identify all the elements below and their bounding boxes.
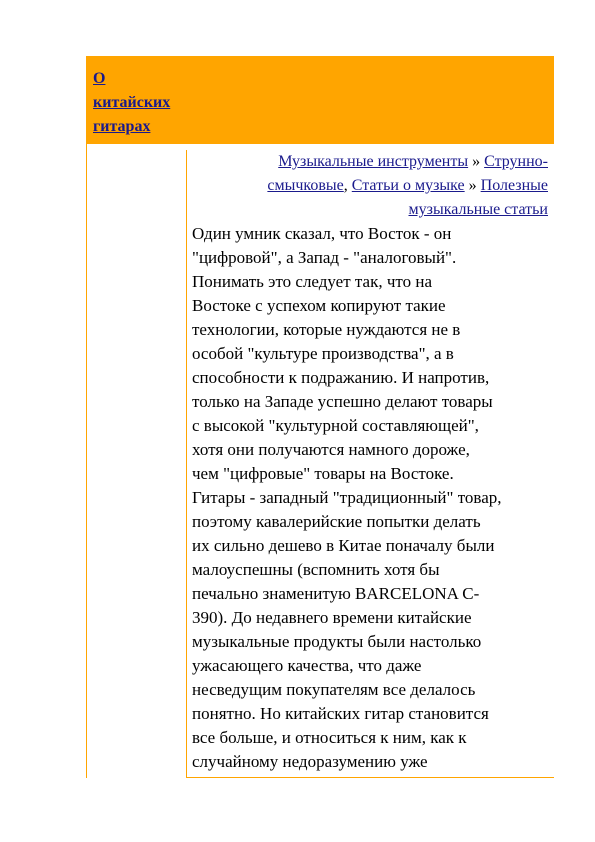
left-sidebar-cell [86, 144, 87, 778]
article-line: случайному недоразумению уже [192, 752, 428, 771]
breadcrumb-link-useful[interactable]: Полезные [480, 177, 548, 194]
breadcrumb-comma: , [343, 177, 352, 194]
breadcrumb-link-strings[interactable]: Струнно- [484, 153, 548, 170]
article-line: музыкальные продукты были настолько [192, 632, 482, 651]
breadcrumb-separator: » [468, 153, 485, 170]
article-line: понятно. Но китайских гитар становится [192, 704, 489, 723]
article-line: способности к подражанию. И напротив, [192, 368, 490, 387]
article-line: чем "цифровые" товары на Востоке. [192, 464, 454, 483]
breadcrumb-separator: » [464, 177, 481, 194]
breadcrumb-link-music-articles[interactable]: Статьи о музыке [351, 177, 465, 194]
article-line: поэтому кавалерийские попытки делать [192, 512, 481, 531]
article-body [192, 222, 554, 774]
article-line: Гитары - западный "традиционный" товар, [192, 488, 502, 507]
article-line: печально знаменитую BARCELONA C- [192, 584, 480, 603]
article-line: только на Западе успешно делают товары [192, 392, 493, 411]
article-line: Один умник сказал, что Восток - он [192, 224, 452, 243]
article-line: несведущим покупателям все делалось [192, 680, 476, 699]
header-row [86, 56, 554, 144]
breadcrumb-link-musical-instruments[interactable]: Музыкальные инструменты [278, 153, 469, 170]
article-line: Востоке с успехом копируют такие [192, 296, 446, 315]
content-table [86, 56, 554, 778]
breadcrumb-link-useful-cont[interactable]: музыкальные статьи [408, 201, 548, 218]
article-line: хотя они получаются намного дороже, [192, 440, 470, 459]
content-cell [186, 150, 554, 778]
article-line: 390). До недавнего времени китайские [192, 608, 472, 627]
article-line: малоуспешны (вспомнить хотя бы [192, 560, 440, 579]
article-line: все больше, и относиться к ним, как к [192, 728, 467, 747]
title-link[interactable]: О китайских гитарах [93, 70, 171, 135]
article-line: "цифровой", а Запад - "аналоговый". [192, 248, 457, 267]
article-line: их сильно дешево в Китае поначалу были [192, 536, 495, 555]
article-line: Понимать это следует так, что на [192, 272, 432, 291]
article-line: технологии, которые нуждаются не в [192, 320, 461, 339]
article-line: ужасающего качества, что даже [192, 656, 422, 675]
article-line: особой "культуре производства", а в [192, 344, 454, 363]
breadcrumb [198, 150, 548, 222]
article-line: с высокой "культурной составляющей", [192, 416, 479, 435]
breadcrumb-link-strings-cont[interactable]: смычковые [267, 177, 344, 194]
